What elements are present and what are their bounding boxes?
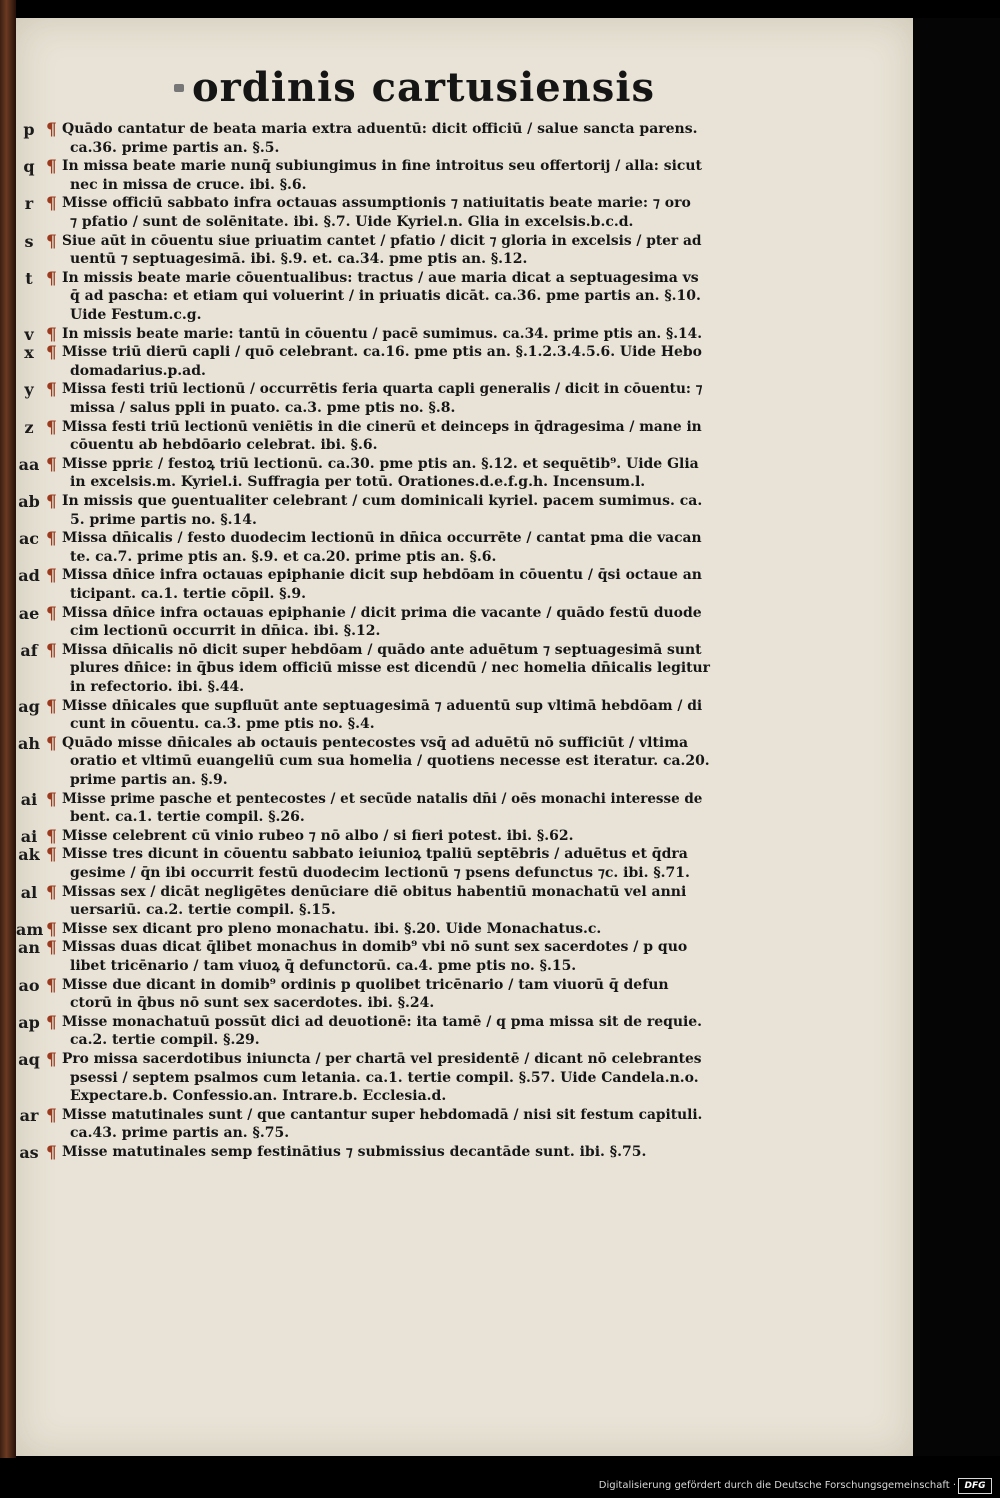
entry-marginal-letter: ae xyxy=(18,603,40,623)
entry-line: q̄ ad pascha: et etiam qui voluerint / in priuatis dicāt. ca.36. pme partis an. §.10. xyxy=(70,288,701,305)
rubricated-initial-mark: ¶ xyxy=(46,789,57,810)
entry-line: missa / salus ppli in puato. ca.3. pme ptis no. §.8. xyxy=(70,399,456,416)
entry-line: Misse matutinales sunt / que cantantur super hebdomadā / nisi sit festum capituli. xyxy=(62,1106,703,1123)
background-margin xyxy=(913,18,1000,1456)
rubricated-initial-mark: ¶ xyxy=(46,417,57,438)
entry-line: cunt in cōuentu. ca.3. pme ptis no. §.4. xyxy=(70,716,375,733)
entry-marginal-letter: af xyxy=(20,640,38,660)
entry-line: cōuentu ab hebdōario celebrat. ibi. §.6. xyxy=(70,437,378,454)
book-page xyxy=(16,18,913,1456)
entry-marginal-letter: ao xyxy=(18,975,40,995)
rubricated-initial-mark: ¶ xyxy=(46,975,57,996)
dfg-logo: DFG xyxy=(958,1478,992,1494)
rubricated-initial-mark: ¶ xyxy=(46,120,57,140)
entry-line: Missa dn̄icalis nō dicit super hebdōam / quādo ante aduētum ⁊ septuagesimā sunt xyxy=(62,641,702,658)
rubricated-initial-mark: ¶ xyxy=(46,603,57,624)
entry-line: In missis beate marie: tantū in cōuentu / pacē sumimus. ca.34. prime ptis an. §.14. xyxy=(62,325,702,342)
entry-line: In missis que ꝯuentualiter celebrant / cum dominicali kyriel. pacem sumimus. ca. xyxy=(62,493,703,509)
entry-line: Missas sex / dicāt negligētes denūciare diē obitus habentiū monachatū vel anni xyxy=(62,883,687,900)
entry-marginal-letter: ap xyxy=(18,1012,40,1032)
entry-marginal-letter: ai xyxy=(20,789,38,809)
rubricated-initial-mark: ¶ xyxy=(46,380,57,401)
footer-bar xyxy=(0,1458,1000,1498)
entry-line: Misse matutinales semp festinātius ⁊ submissius decantāde sunt. ibi. §.75. xyxy=(62,1144,647,1160)
entry-line: In missis beate marie cōuentualibus: tractus / aue maria dicat a septuagesima vs xyxy=(62,269,699,286)
entry-marginal-letter: q xyxy=(23,157,35,177)
entry-line: cim lectionū occurrit in dn̄ica. ibi. §.12. xyxy=(70,623,381,640)
entry-line: Misse triū dierū capli / quō celebrant. ca.16. pme ptis an. §.1.2.3.4.5.6. Uide Hebo xyxy=(62,344,702,361)
entry-marginal-letter: ak xyxy=(18,845,40,865)
rubricated-initial-mark: ¶ xyxy=(46,231,57,252)
rubricated-initial-mark: ¶ xyxy=(46,1050,57,1070)
book-binding-edge xyxy=(0,0,16,1458)
entry-line: Misse sex dicant pro pleno monachatu. ibi. §.20. Uide Monachatus.c. xyxy=(62,920,602,937)
entry-line: Missa dn̄ice infra octauas epiphanie / dicit prima die vacante / quādo festū duode xyxy=(62,604,702,621)
entry-line: Missa festi triū lectionū / occurrētis feria quarta capli generalis / dicit in cōuentu: ⁊ xyxy=(62,381,703,398)
rubricated-initial-mark: ¶ xyxy=(46,733,57,754)
entry-line: uentū ⁊ septuagesimā. ibi. §.9. et. ca.34. pme ptis an. §.12. xyxy=(70,251,528,268)
entry-line: Quādo misse dn̄icales ab octauis pentecostes vsq̄ ad aduētū nō sufficiūt / vltima xyxy=(62,734,689,751)
rubricated-initial-mark: ¶ xyxy=(46,1143,57,1163)
entry-line: Pro missa sacerdotibus iniuncta / per chartā vel presidentē / dicant nō celebrantes xyxy=(62,1051,702,1067)
entry-line: nec in missa de cruce. ibi. §.6. xyxy=(70,176,307,193)
entry-line: libet tricēnario / tam viuoꝝ q̄ defunctorū. ca.4. pme ptis no. §.15. xyxy=(70,957,577,974)
entry-marginal-letter: aq xyxy=(18,1050,40,1069)
entry-line: gesime / q̄n ibi occurrit festū duodecim lectionū ⁊ psens defunctus ⁊c. ibi. §.71. xyxy=(70,864,690,881)
entry-line: Misse due dicant in domib⁹ ordinis p quolibet tricēnario / tam viuorū q̄ defun xyxy=(62,976,669,993)
entry-marginal-letter: y xyxy=(24,380,34,400)
entry-line: Misse prime pasche et pentecostes / et secūde natalis dn̄i / oēs monachi interesse de xyxy=(62,790,703,807)
entry-line: Missa dn̄ice infra octauas epiphanie dicit sup hebdōam in cōuentu / q̄si octaue an xyxy=(62,567,702,584)
entry-line: oratio et vltimū euangeliū cum sua homelia / quotiens necesse est iteratur. ca.20. xyxy=(70,753,710,770)
entry-line: Siue aūt in cōuentu siue priuatim cantet / pfatio / dicit ⁊ gloria in excelsis / pter ad xyxy=(62,232,702,249)
entry-line: Misse officiū sabbato infra octauas assumptionis ⁊ natiuitatis beate marie: ⁊ oro xyxy=(62,195,691,212)
entry-marginal-letter: ag xyxy=(18,696,40,716)
entry-marginal-letter: ai xyxy=(20,826,38,846)
entry-line: ctorū in q̄bus nō sunt sex sacerdotes. ibi. §.24. xyxy=(70,995,435,1012)
rubricated-initial-mark: ¶ xyxy=(46,529,57,550)
entry-line: domadarius.p.ad. xyxy=(70,362,206,379)
entry-marginal-letter: s xyxy=(24,231,34,251)
rubricated-initial-mark: ¶ xyxy=(46,919,57,940)
entry-line: Misse dn̄icales que supfluūt ante septuagesimā ⁊ aduentū sup vltimā hebdōam / di xyxy=(62,697,703,714)
entry-line: prime partis an. §.9. xyxy=(70,771,228,788)
entry-line: bent. ca.1. tertie compil. §.26. xyxy=(70,809,305,826)
entry-line: Missa dn̄icalis / festo duodecim lectionū in dn̄ica occurrēte / cantat pma die vacan xyxy=(62,530,702,547)
rubricated-initial-mark: ¶ xyxy=(46,492,57,512)
entry-marginal-letter: al xyxy=(20,882,38,902)
rubricated-initial-mark: ¶ xyxy=(46,157,57,178)
entry-marginal-letter: ah xyxy=(18,733,40,753)
entry-marginal-letter: t xyxy=(25,268,33,288)
entry-marginal-letter: ar xyxy=(19,1105,39,1125)
entry-line: Misse celebrent cū vinio rubeo ⁊ nō albo / si fieri potest. ibi. §.62. xyxy=(62,827,574,844)
entry-line: Missa festi triū lectionū veniētis in die cinerū et deinceps in q̄dragesima / mane in xyxy=(62,418,702,435)
rubricated-initial-mark: ¶ xyxy=(46,826,57,847)
rubricated-initial-mark: ¶ xyxy=(46,324,57,345)
rubricated-initial-mark: ¶ xyxy=(46,1105,57,1126)
entry-marginal-letter: aa xyxy=(18,454,40,474)
rubricated-initial-mark: ¶ xyxy=(46,1012,57,1033)
entry-line: ca.36. prime partis an. §.5. xyxy=(70,139,280,156)
entry-line: Misse tres dicunt in cōuentu sabbato ieiunioꝝ tpaliū septēbris / aduētus et q̄dra xyxy=(62,846,688,863)
entry-line: ca.43. prime partis an. §.75. xyxy=(70,1125,290,1142)
entry-marginal-letter: ac xyxy=(18,529,40,549)
entry-line: in refectorio. ibi. §.44. xyxy=(70,678,245,695)
running-title: ordinis cartusiensis xyxy=(192,64,656,111)
entry-marginal-letter: v xyxy=(24,324,34,344)
entry-line: in excelsis.m. Kyriel.i. Suffragia per totū. Orationes.d.e.f.g.h. Incensum.l. xyxy=(70,474,646,491)
funding-credit: Digitalisierung gefördert durch die Deutsche Forschungsgemeinschaft · xyxy=(598,1480,956,1491)
entry-marginal-letter: am xyxy=(16,919,44,939)
entry-marginal-letter: ad xyxy=(18,566,40,586)
entry-line: Missas duas dicat q̄libet monachus in domib⁹ vbi nō sunt sex sacerdotes / p quo xyxy=(62,939,688,956)
entry-line: ca.2. tertie compil. §.29. xyxy=(70,1032,260,1049)
entry-line: In missa beate marie nunq̄ subiungimus in fine introitus seu offertorij / alla: sicut xyxy=(62,158,702,175)
entry-line: plures dn̄ice: in q̄bus idem officiū misse est dicendū / nec homelia dn̄icalis legitur xyxy=(70,660,710,677)
rubricated-initial-mark: ¶ xyxy=(46,566,57,587)
entry-line: Misse ppriε / festoꝝ triū lectionū. ca.30. pme ptis an. §.12. et sequētib⁹. Uide Glia xyxy=(62,455,699,472)
rubricated-initial-mark: ¶ xyxy=(46,938,57,959)
rubricated-initial-mark: ¶ xyxy=(46,454,57,475)
entry-marginal-letter: an xyxy=(18,938,40,958)
rubricated-initial-mark: ¶ xyxy=(46,640,57,661)
entry-marginal-letter: x xyxy=(24,343,34,363)
entry-line: te. ca.7. prime ptis an. §.9. et ca.20. prime ptis an. §.6. xyxy=(70,548,497,565)
entry-line: ticipant. ca.1. tertie cōpil. §.9. xyxy=(70,585,307,602)
entry-line: Uide Festum.c.g. xyxy=(70,306,202,323)
rubricated-initial-mark: ¶ xyxy=(46,343,57,364)
entry-line: Quādo cantatur de beata maria extra aduentū: dicit officiū / salue sancta parens. xyxy=(62,121,698,137)
entry-line: Misse monachatuū possūt dici ad deuotionē: ita tamē / q pma missa sit de requie. xyxy=(62,1013,703,1030)
title-ornament xyxy=(174,84,184,92)
entry-marginal-letter: p xyxy=(23,120,35,139)
entry-marginal-letter: as xyxy=(19,1143,39,1162)
entry-marginal-letter: z xyxy=(24,417,34,437)
rubricated-initial-mark: ¶ xyxy=(46,696,57,717)
entry-line: 5. prime partis no. §.14. xyxy=(70,511,257,528)
entry-marginal-letter: r xyxy=(24,194,34,214)
entry-line: psessi / septem psalmos cum letania. ca.1. tertie compil. §.57. Uide Candela.n.o. xyxy=(70,1069,699,1086)
rubricated-initial-mark: ¶ xyxy=(46,194,57,215)
rubricated-initial-mark: ¶ xyxy=(46,882,57,903)
rubricated-initial-mark: ¶ xyxy=(46,845,57,866)
entry-line: ⁊ pfatio / sunt de solēnitate. ibi. §.7. Uide Kyriel.n. Glia in excelsis.b.c.d. xyxy=(70,213,634,230)
entry-line: uersariū. ca.2. tertie compil. §.15. xyxy=(70,902,336,919)
rubricated-initial-mark: ¶ xyxy=(46,268,57,289)
entry-line: Expectare.b. Confessio.an. Intrare.b. Ecclesia.d. xyxy=(70,1088,447,1105)
entry-marginal-letter: ab xyxy=(18,492,40,511)
